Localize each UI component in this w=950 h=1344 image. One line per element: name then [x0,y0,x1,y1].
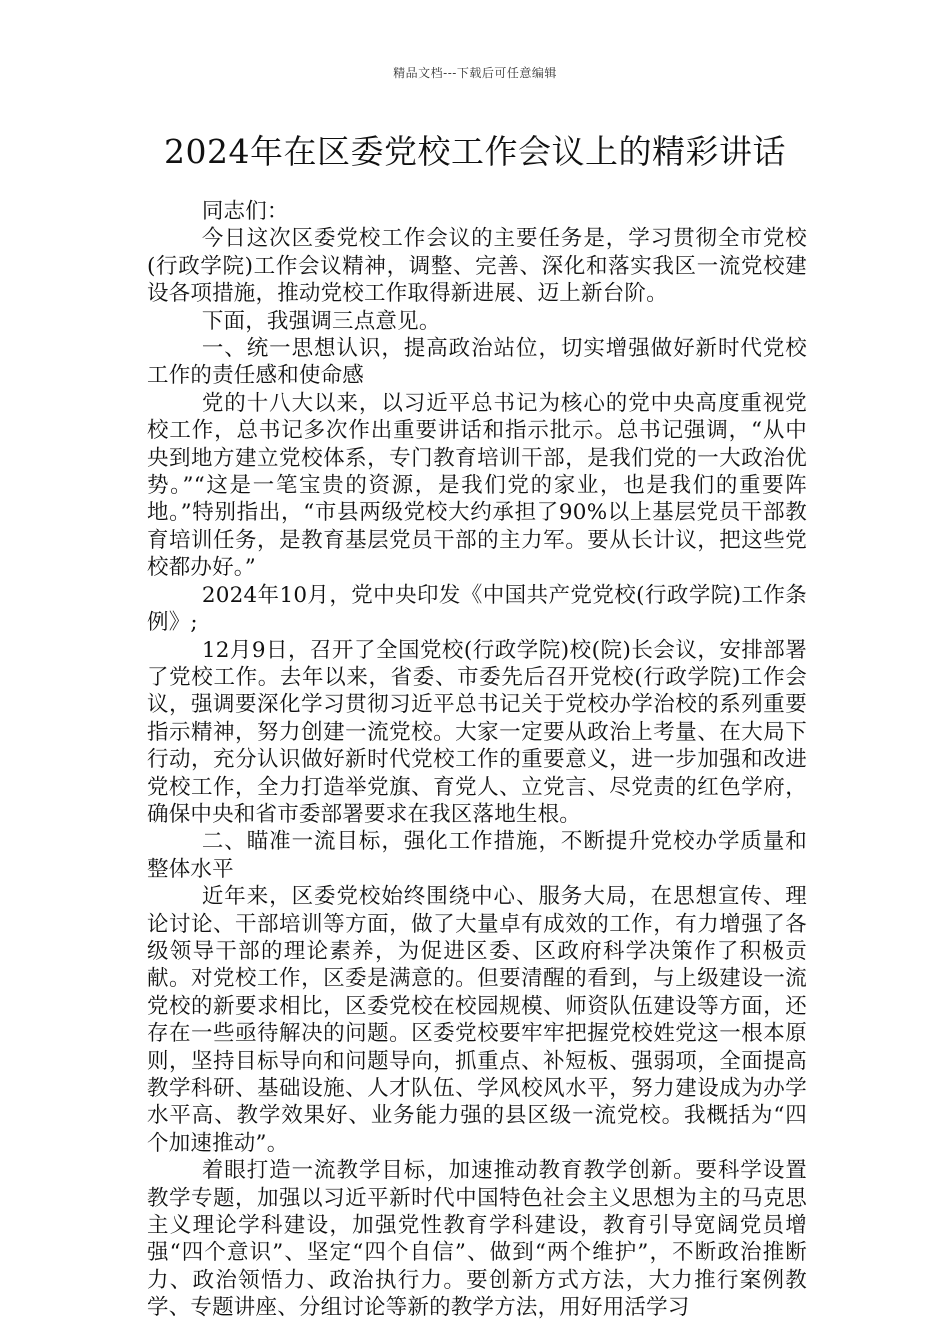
body-paragraph: 今日这次区委党校工作会议的主要任务是，学习贯彻全市党校(行政学院)工作会议精神，调整、完善、深化和落实我区一流党校建设各项措施，推动党校工作取得新进展、迈上新台阶。 [147,226,807,307]
document-body [147,198,807,1322]
section-heading: 一、统一思想认识，提高政治站位，切实增强做好新时代党校工作的责任感和使命感 [147,336,807,389]
body-paragraph: 着眼打造一流教学目标，加速推动教育教学创新。要科学设置教学专题，加强以习近平新时代中国特色社会主义思想为主的马克思主义理论学科建设，加强党性教育学科建设，教育引导宽阔党员增强“四个意识”、坚定“四个自信”、做到“两个维护”，不断政治推断力、政治领悟力、政治执行力。要创新方式方法，大力推行案例教学、专题讲座、分组讨论等新的教学方法，用好用活学习 [147,1158,807,1321]
body-paragraph: 2024年10月，党中央印发《中国共产党党校(行政学院)工作条例》; [147,582,807,636]
salutation: 同志们： [201,199,289,224]
body-paragraph: 近年来，区委党校始终围绕中心、服务大局，在思想宣传、理论讨论、干部培训等方面，做了大量卓有成效的工作，有力增强了各级领导干部的理论素养，为促进区委、区政府科学决策作了积极贡献。对党校工作，区委是满意的。但要清醒的看到，与上级建设一流党校的新要求相比，区委党校在校园规模、师资队伍建设等方面，还存在一些亟待解决的问题。区委党校要牢牢把握党校姓党这一根本原则，坚持目标导向和问题导向，抓重点、补短板、强弱项，全面提高教学科研、基础设施、人才队伍、学风校风水平，努力建设成为办学水平高、教学效果好、业务能力强的县区级一流党校。我概括为“四个加速推动”。 [147,884,807,1156]
body-paragraph: 下面，我强调三点意见。 [201,308,441,334]
page-header: 精品文档---下载后可任意编辑 [393,66,557,80]
document-title: 2024年在区委党校工作会议上的精彩讲话 [164,132,786,171]
body-paragraph: 12月9日，召开了全国党校(行政学院)校(院)长会议，安排部署了党校工作。去年以来，省委、市委先后召开党校(行政学院)工作会议，强调要深化学习贯彻习近平总书记关于党校办学治校的系列重要指示精神，努力创建一流党校。大家一定要从政治上考量、在大局下行动，充分认识做好新时代党校工作的重要意义，进一步加强和改进党校工作，全力打造举党旗、育党人、立党言、尽党责的红色学府，确保中央和省市委部署要求在我区落地生根。 [147,637,807,827]
body-paragraph: 党的十八大以来，以习近平总书记为核心的党中央高度重视党校工作，总书记多次作出重要讲话和指示批示。总书记强调，“从中央到地方建立党校体系，专门教育培训干部，是我们党的一大政治优势。”“这是一笔宝贵的资源，是我们党的家业，也是我们的重要阵地。”特别指出，“市县两级党校大约承担了90%以上基层党员干部教育培训任务，是教育基层党员干部的主力军。要从长计议，把这些党校都办好。” [147,390,807,581]
section-heading: 二、瞄准一流目标，强化工作措施，不断提升党校办学质量和整体水平 [147,829,807,882]
